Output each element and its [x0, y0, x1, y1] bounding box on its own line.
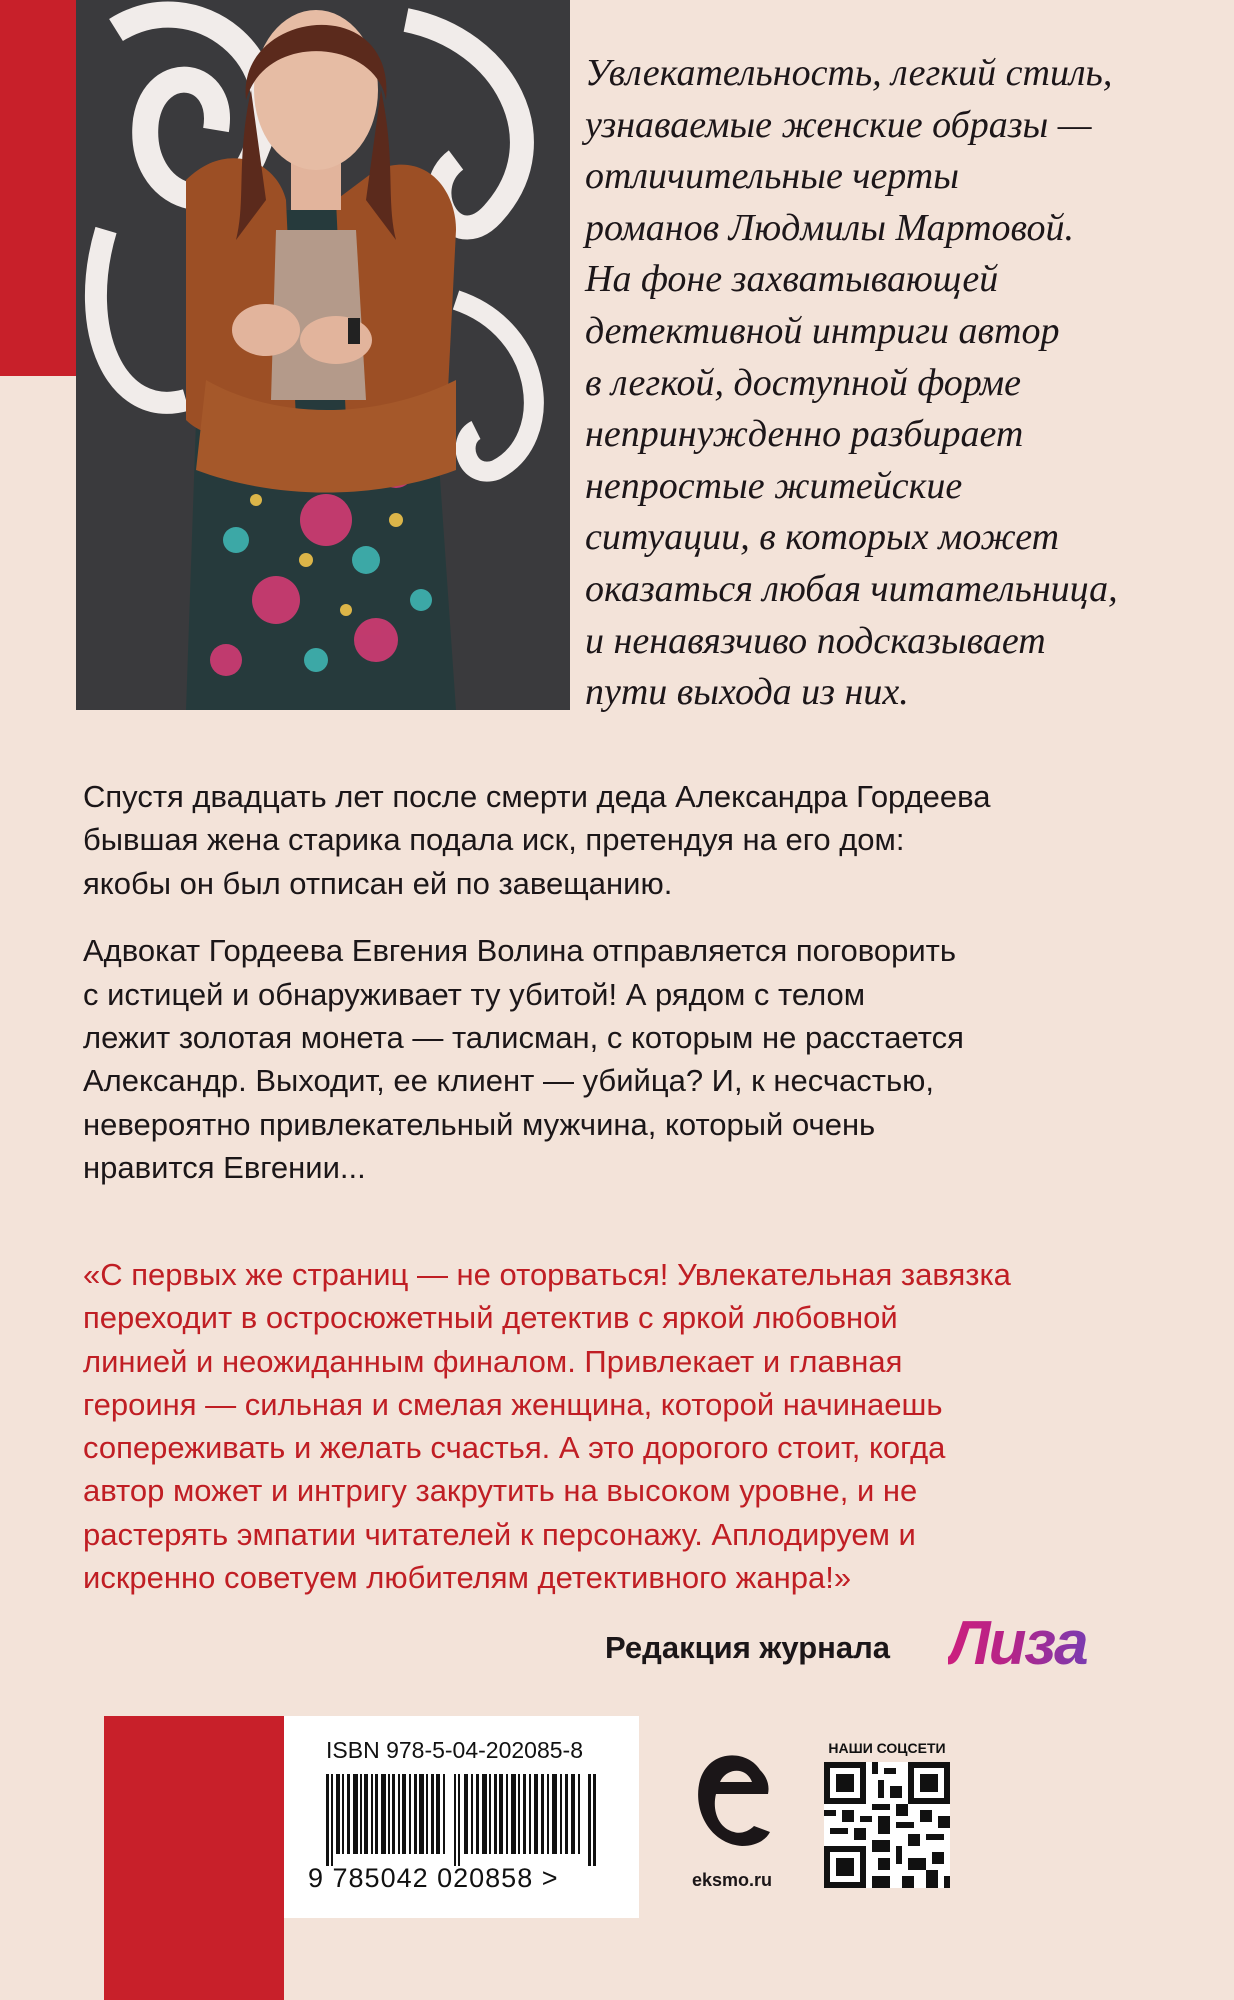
social-networks-title: НАШИ СОЦСЕТИ	[828, 1740, 946, 1756]
author-blurb	[585, 48, 1215, 719]
synopsis-line: невероятно привлекательный мужчина, который очень	[83, 1106, 876, 1142]
author-blurb-line: романов Людмилы Мартовой.	[585, 206, 1075, 249]
synopsis-line: бывшая жена старика подала иск, претендуя на его дом:	[83, 822, 905, 858]
author-blurb-line: и ненавязчиво подсказывает	[585, 619, 1046, 662]
synopsis-line: Спустя двадцать лет после смерти деда Александра Гордеева	[83, 779, 991, 814]
review-line: автор может и интригу закрутить на высоком уровне, и не	[83, 1473, 918, 1509]
synopsis-line: нравится Евгении...	[83, 1150, 366, 1186]
synopsis-line: Александр. Выходит, ее клиент — убийца? И, к несчастью,	[83, 1063, 934, 1099]
barcode-digits: 9 785042 020858 >	[308, 1863, 559, 1893]
eksmo-logo-icon	[690, 1740, 774, 1860]
author-blurb-line: в легкой, доступной форме	[585, 361, 1022, 404]
synopsis-paragraph-2	[83, 929, 1203, 1189]
review-line: растерять эмпатии читателей к персонажу. Аплодируем и	[83, 1516, 916, 1552]
red-accent-bar-top	[0, 0, 76, 376]
review-line: искренно советуем любителям детективного жанра!»	[83, 1560, 852, 1596]
synopsis-line: лежит золотая монета — талисман, с которым не расстается	[83, 1020, 964, 1056]
author-blurb-line: На фоне захватывающей	[585, 258, 999, 301]
author-blurb-line: пути выхода из них.	[585, 671, 909, 714]
author-blurb-line: Увлекательность, легкий стиль,	[585, 52, 1113, 94]
author-blurb-line: отличительные черты	[585, 155, 959, 198]
isbn-label: ISBN 978-5-04-202085-8	[326, 1737, 583, 1763]
author-blurb-line: оказаться любая читательница,	[585, 567, 1118, 610]
book-synopsis	[83, 775, 1203, 1190]
review-line: линией и неожиданным финалом. Привлекает и главная	[83, 1343, 903, 1379]
review-line: героиня — сильная и смелая женщина, которой начинаешь	[83, 1386, 943, 1422]
synopsis-line: якобы он был отписан ей по завещанию.	[83, 865, 673, 901]
author-blurb-line: непринужденно разбирает	[585, 413, 1024, 456]
qr-code-icon[interactable]	[824, 1762, 950, 1888]
publisher-url[interactable]: eksmo.ru	[691, 1870, 773, 1890]
review-line: «С первых же страниц — не оторваться! Увлекательная завязка	[83, 1257, 1011, 1292]
barcode	[326, 1774, 596, 1866]
author-blurb-line: узнаваемые женские образы —	[585, 103, 1092, 146]
author-blurb-line: непростые житейские	[585, 464, 963, 507]
isbn-block	[284, 1716, 639, 1918]
liza-magazine-logo: Лиза	[948, 1609, 1087, 1678]
synopsis-line: с истицей и обнаруживает ту убитой! А рядом с телом	[83, 976, 866, 1012]
magazine-review-quote	[83, 1253, 1203, 1599]
review-line: сопереживать и желать счастья. А это дорогого стоит, когда	[83, 1430, 946, 1466]
synopsis-paragraph-1	[83, 775, 1203, 905]
author-blurb-line: ситуации, в которых может	[585, 516, 1060, 559]
author-blurb-line: детективной интриги автор	[585, 309, 1060, 352]
author-photo	[76, 0, 570, 710]
red-accent-bar-bottom	[104, 1716, 284, 2000]
review-line: переходит в остросюжетный детектив с яркой любовной	[83, 1300, 898, 1336]
review-credit: Редакция журнала	[605, 1630, 891, 1665]
synopsis-line: Адвокат Гордеева Евгения Волина отправляется поговорить	[83, 933, 957, 969]
